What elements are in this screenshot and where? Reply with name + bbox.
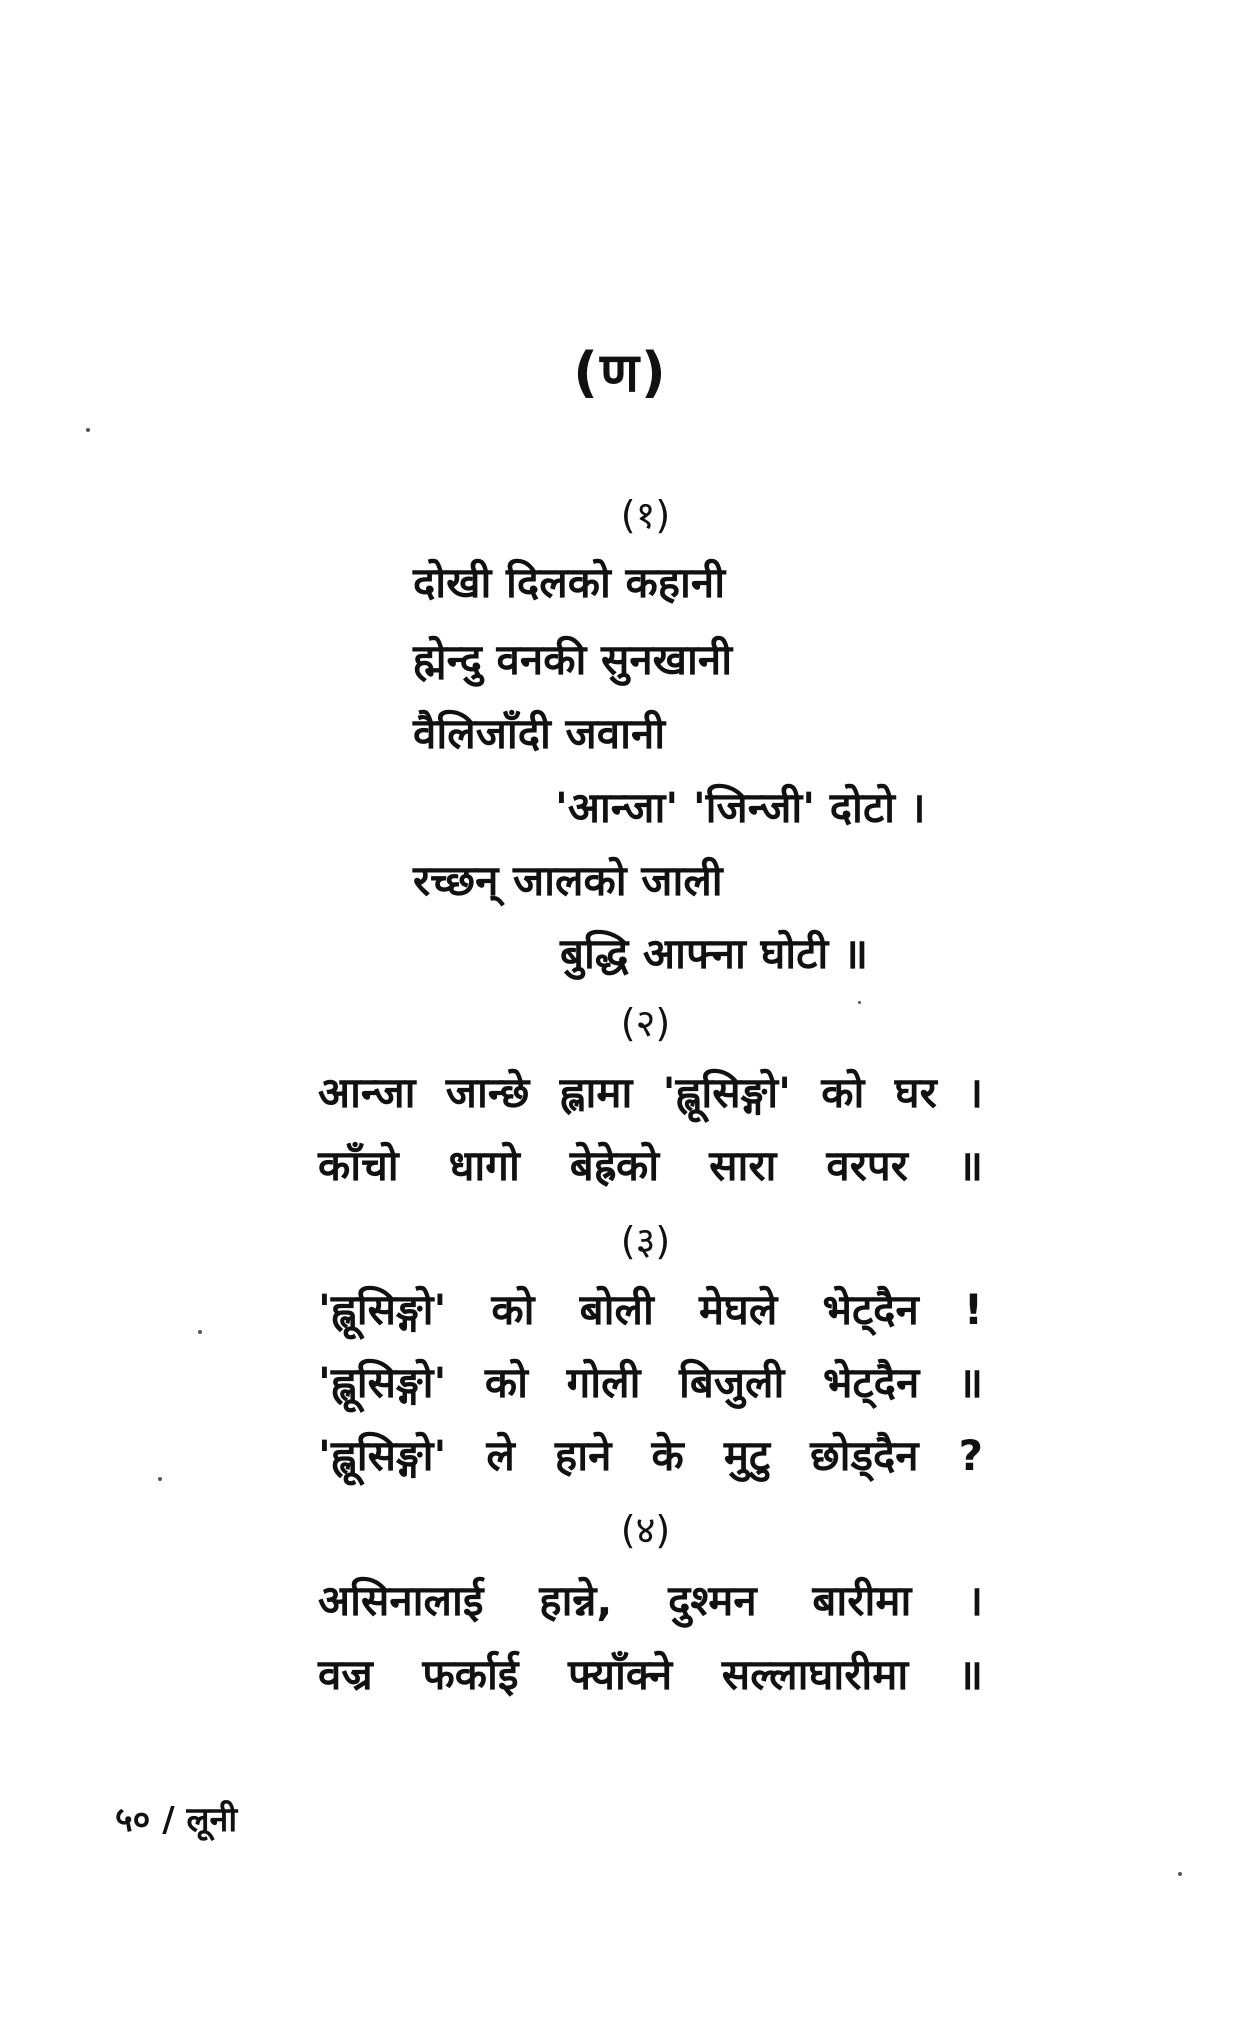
scan-speck	[86, 428, 90, 432]
poem-line: काँचो धागो बेह्रेको सारा वरपर ॥	[318, 1141, 983, 1190]
poem-line: आन्जा जान्छे ह्लामा 'ह्लूसिङ्गो' को घर ।	[318, 1068, 983, 1117]
poem-line: बुद्धि आफ्ना घोटी ॥	[560, 929, 869, 978]
poem-line: ह्मेन्दु वनकी सुनखानी	[413, 635, 733, 684]
poem-line: रच्छन् जालको जाली	[413, 856, 723, 905]
scan-speck	[858, 1001, 861, 1004]
poem-line: असिनालाई हान्ने, दुश्मन बारीमा ।	[318, 1576, 983, 1625]
section-number-2: (२)	[620, 1001, 671, 1045]
poem-line: 'आन्जा' 'जिन्जी' दोटो ।	[555, 783, 926, 832]
page-footer: ५० / लूनी	[115, 1800, 238, 1840]
poem-line: 'ह्लूसिङ्गो' को बोली मेघले भेट्दैन !	[318, 1285, 983, 1334]
poem-line: दोखी दिलको कहानी	[413, 558, 726, 607]
scan-speck	[158, 1477, 162, 1481]
section-number-4: (४)	[620, 1508, 671, 1552]
scan-speck	[1178, 1872, 1182, 1876]
poem-line: 'ह्लूसिङ्गो' को गोली बिजुली भेट्दैन ॥	[318, 1358, 983, 1407]
section-number-3: (३)	[620, 1219, 671, 1263]
poem-line: वज्र फर्काई फ्याँक्ने सल्लाघारीमा ॥	[318, 1650, 983, 1699]
chapter-heading: (ण)	[573, 341, 668, 404]
section-number-1: (१)	[620, 493, 671, 537]
poem-line: वैलिजाँदी जवानी	[413, 709, 666, 758]
scan-speck	[198, 1330, 202, 1334]
poem-line: 'ह्लूसिङ्गो' ले हाने के मुटु छोड्दैन ?	[318, 1431, 983, 1480]
